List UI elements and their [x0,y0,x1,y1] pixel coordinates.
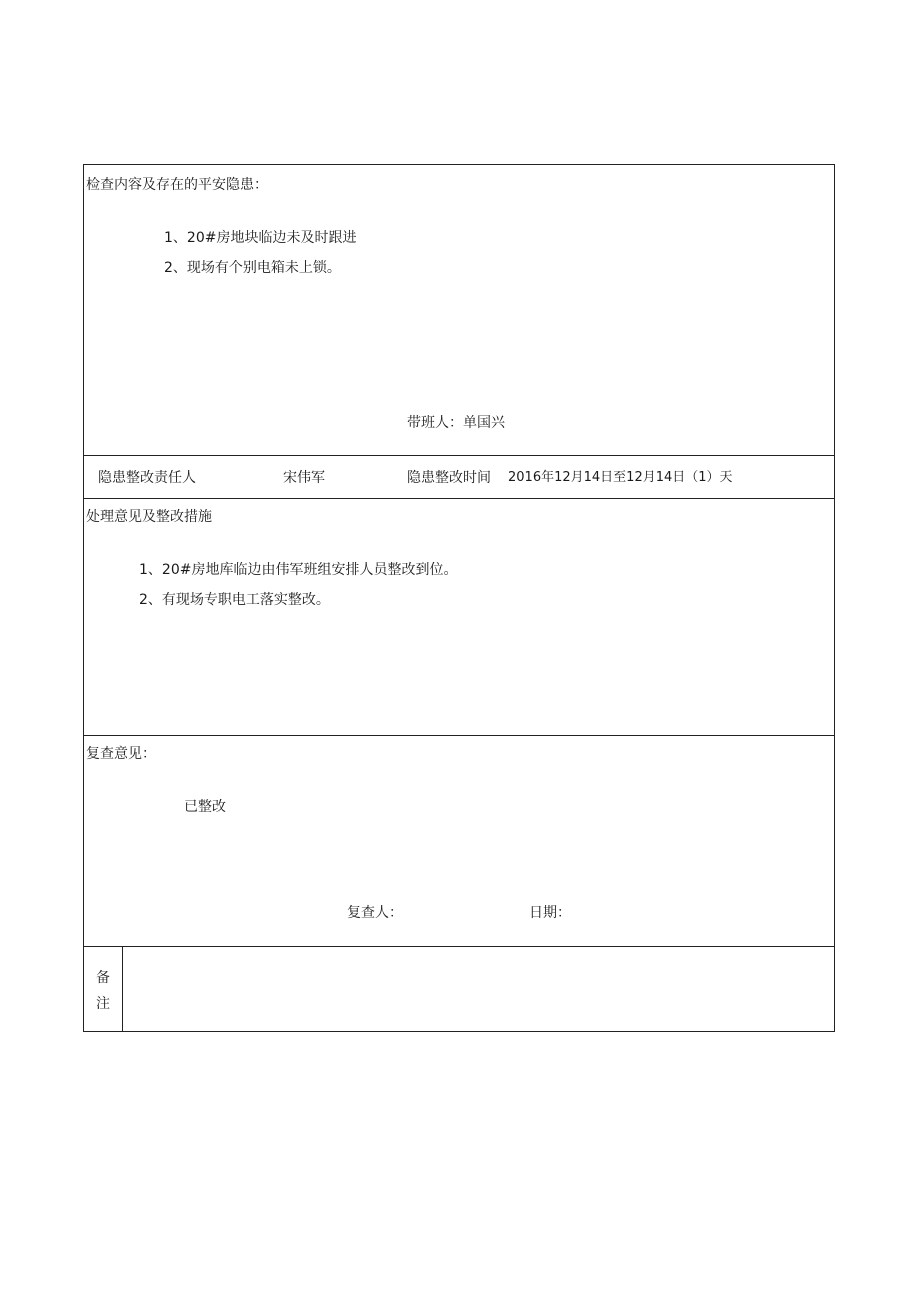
inspection-item-2: 2、现场有个别电箱未上锁。 [164,260,341,276]
rectification-form [83,164,835,1032]
review-date-label: 日期： [529,905,571,921]
handling-heading: 处理意见及整改措施 [86,509,212,525]
remarks-content-cell[interactable] [123,947,834,1031]
reviewer-label: 复查人： [347,905,403,921]
review-heading: 复查意见： [86,746,156,762]
responsibility-row [84,456,834,499]
remarks-label-line2: 注 [96,996,110,1012]
inspection-section [84,165,834,456]
responsible-name: 宋伟军 [283,470,325,486]
remarks-label-line1: 备 [96,970,110,986]
handling-section [84,499,834,736]
responsible-label: 隐患整改责任人 [98,470,196,486]
remarks-section [84,947,834,1031]
handling-item-1: 1、20#房地库临边由伟军班组安排人员整改到位。 [139,562,458,578]
inspection-item-1: 1、20#房地块临边未及时跟进 [164,230,357,246]
review-result: 已整改 [184,799,226,815]
inspection-heading: 检查内容及存在的平安隐患： [86,177,268,193]
shift-leader: 带班人：单国兴 [407,415,505,431]
rectification-time-value: 2016年12月14日至12月14日（1）天 [508,470,733,485]
rectification-time-label: 隐患整改时间 [407,470,491,486]
review-section [84,736,834,947]
handling-item-2: 2、有现场专职电工落实整改。 [139,592,330,608]
